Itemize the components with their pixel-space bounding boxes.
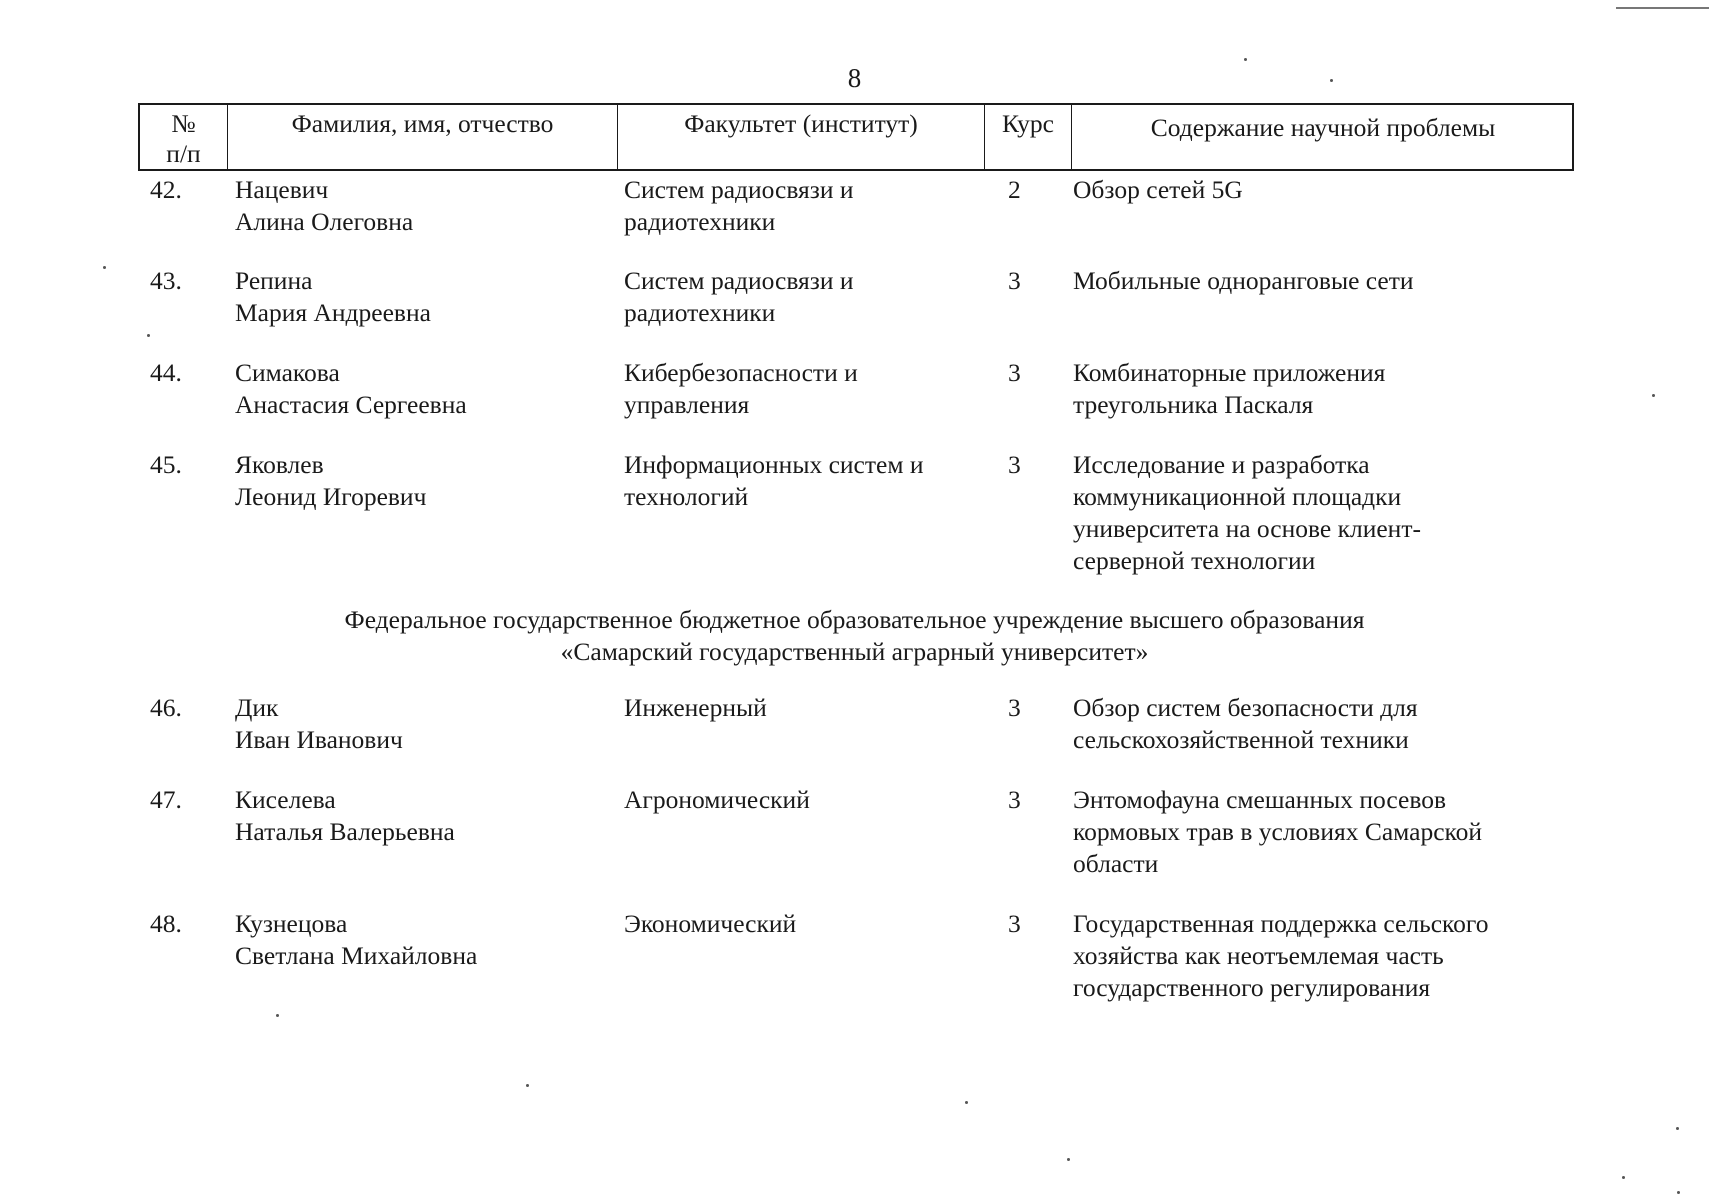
table-header — [138, 103, 1574, 171]
row-course: 3 — [1008, 909, 1021, 938]
row-topic: Комбинаторные приложения треугольника Паскаля — [1073, 358, 1386, 419]
page-number: 8 — [847, 63, 862, 93]
row-course: 2 — [1008, 175, 1021, 204]
row-name: Нацевич Алина Олеговна — [235, 175, 414, 236]
row-topic: Энтомофауна смешанных посевов кормовых трав в условиях Самарской области — [1073, 785, 1482, 878]
row-name: Дик Иван Иванович — [235, 693, 403, 754]
scan-speck — [103, 266, 106, 269]
row-name: Яковлев Леонид Игоревич — [235, 450, 427, 511]
row-topic: Государственная поддержка сельского хозяйства как неотъемлемая часть государственного регулирования — [1073, 909, 1489, 1002]
row-number: 47. — [150, 785, 182, 814]
row-faculty: Информационных систем и технологий — [624, 450, 924, 511]
row-topic: Обзор систем безопасности для сельскохозяйственной техники — [1073, 693, 1418, 754]
header-topic: Содержание научной проблемы — [1071, 105, 1574, 169]
row-topic: Обзор сетей 5G — [1073, 175, 1243, 204]
scan-speck — [1677, 1191, 1680, 1194]
row-number: 45. — [150, 450, 182, 479]
scan-speck — [147, 334, 150, 337]
row-faculty: Кибербезопасности и управления — [624, 358, 858, 419]
row-topic: Мобильные одноранговые сети — [1073, 266, 1414, 295]
row-course: 3 — [1008, 358, 1021, 387]
row-number: 48. — [150, 909, 182, 938]
row-number: 43. — [150, 266, 182, 295]
section-title: Федеральное государственное бюджетное образовательное учреждение высшего образования «Самарский государственный аграрный университет» — [344, 605, 1365, 666]
row-name: Репина Мария Андреевна — [235, 266, 431, 327]
row-faculty: Экономический — [624, 909, 797, 938]
scan-speck — [1244, 58, 1247, 61]
header-faculty: Факультет (институт) — [617, 105, 984, 169]
scan-speck — [965, 1101, 968, 1104]
row-faculty: Агрономический — [624, 785, 810, 814]
scan-speck — [526, 1084, 529, 1087]
row-number: 46. — [150, 693, 182, 722]
scan-speck — [1067, 1158, 1070, 1161]
row-number: 44. — [150, 358, 182, 387]
scan-speck — [1676, 1127, 1679, 1130]
scan-edge-line — [1616, 7, 1709, 9]
header-course: Курс — [984, 105, 1071, 169]
row-faculty: Инженерный — [624, 693, 767, 722]
row-faculty: Систем радиосвязи и радиотехники — [624, 175, 854, 236]
row-topic: Исследование и разработка коммуникационной площадки университета на основе клиент- серверной технологии — [1073, 450, 1421, 575]
scan-speck — [1652, 394, 1655, 397]
row-name: Симакова Анастасия Сергеевна — [235, 358, 467, 419]
header-name: Фамилия, имя, отчество — [227, 105, 617, 169]
scan-speck — [276, 1014, 279, 1017]
row-name: Кузнецова Светлана Михайловна — [235, 909, 478, 970]
row-course: 3 — [1008, 693, 1021, 722]
row-name: Киселева Наталья Валерьевна — [235, 785, 455, 846]
row-faculty: Систем радиосвязи и радиотехники — [624, 266, 854, 327]
row-number: 42. — [150, 175, 182, 204]
row-course: 3 — [1008, 450, 1021, 479]
row-course: 3 — [1008, 266, 1021, 295]
header-number: № п/п — [166, 109, 201, 168]
row-course: 3 — [1008, 785, 1021, 814]
scan-speck — [1622, 1176, 1625, 1179]
scan-speck — [1330, 79, 1333, 82]
